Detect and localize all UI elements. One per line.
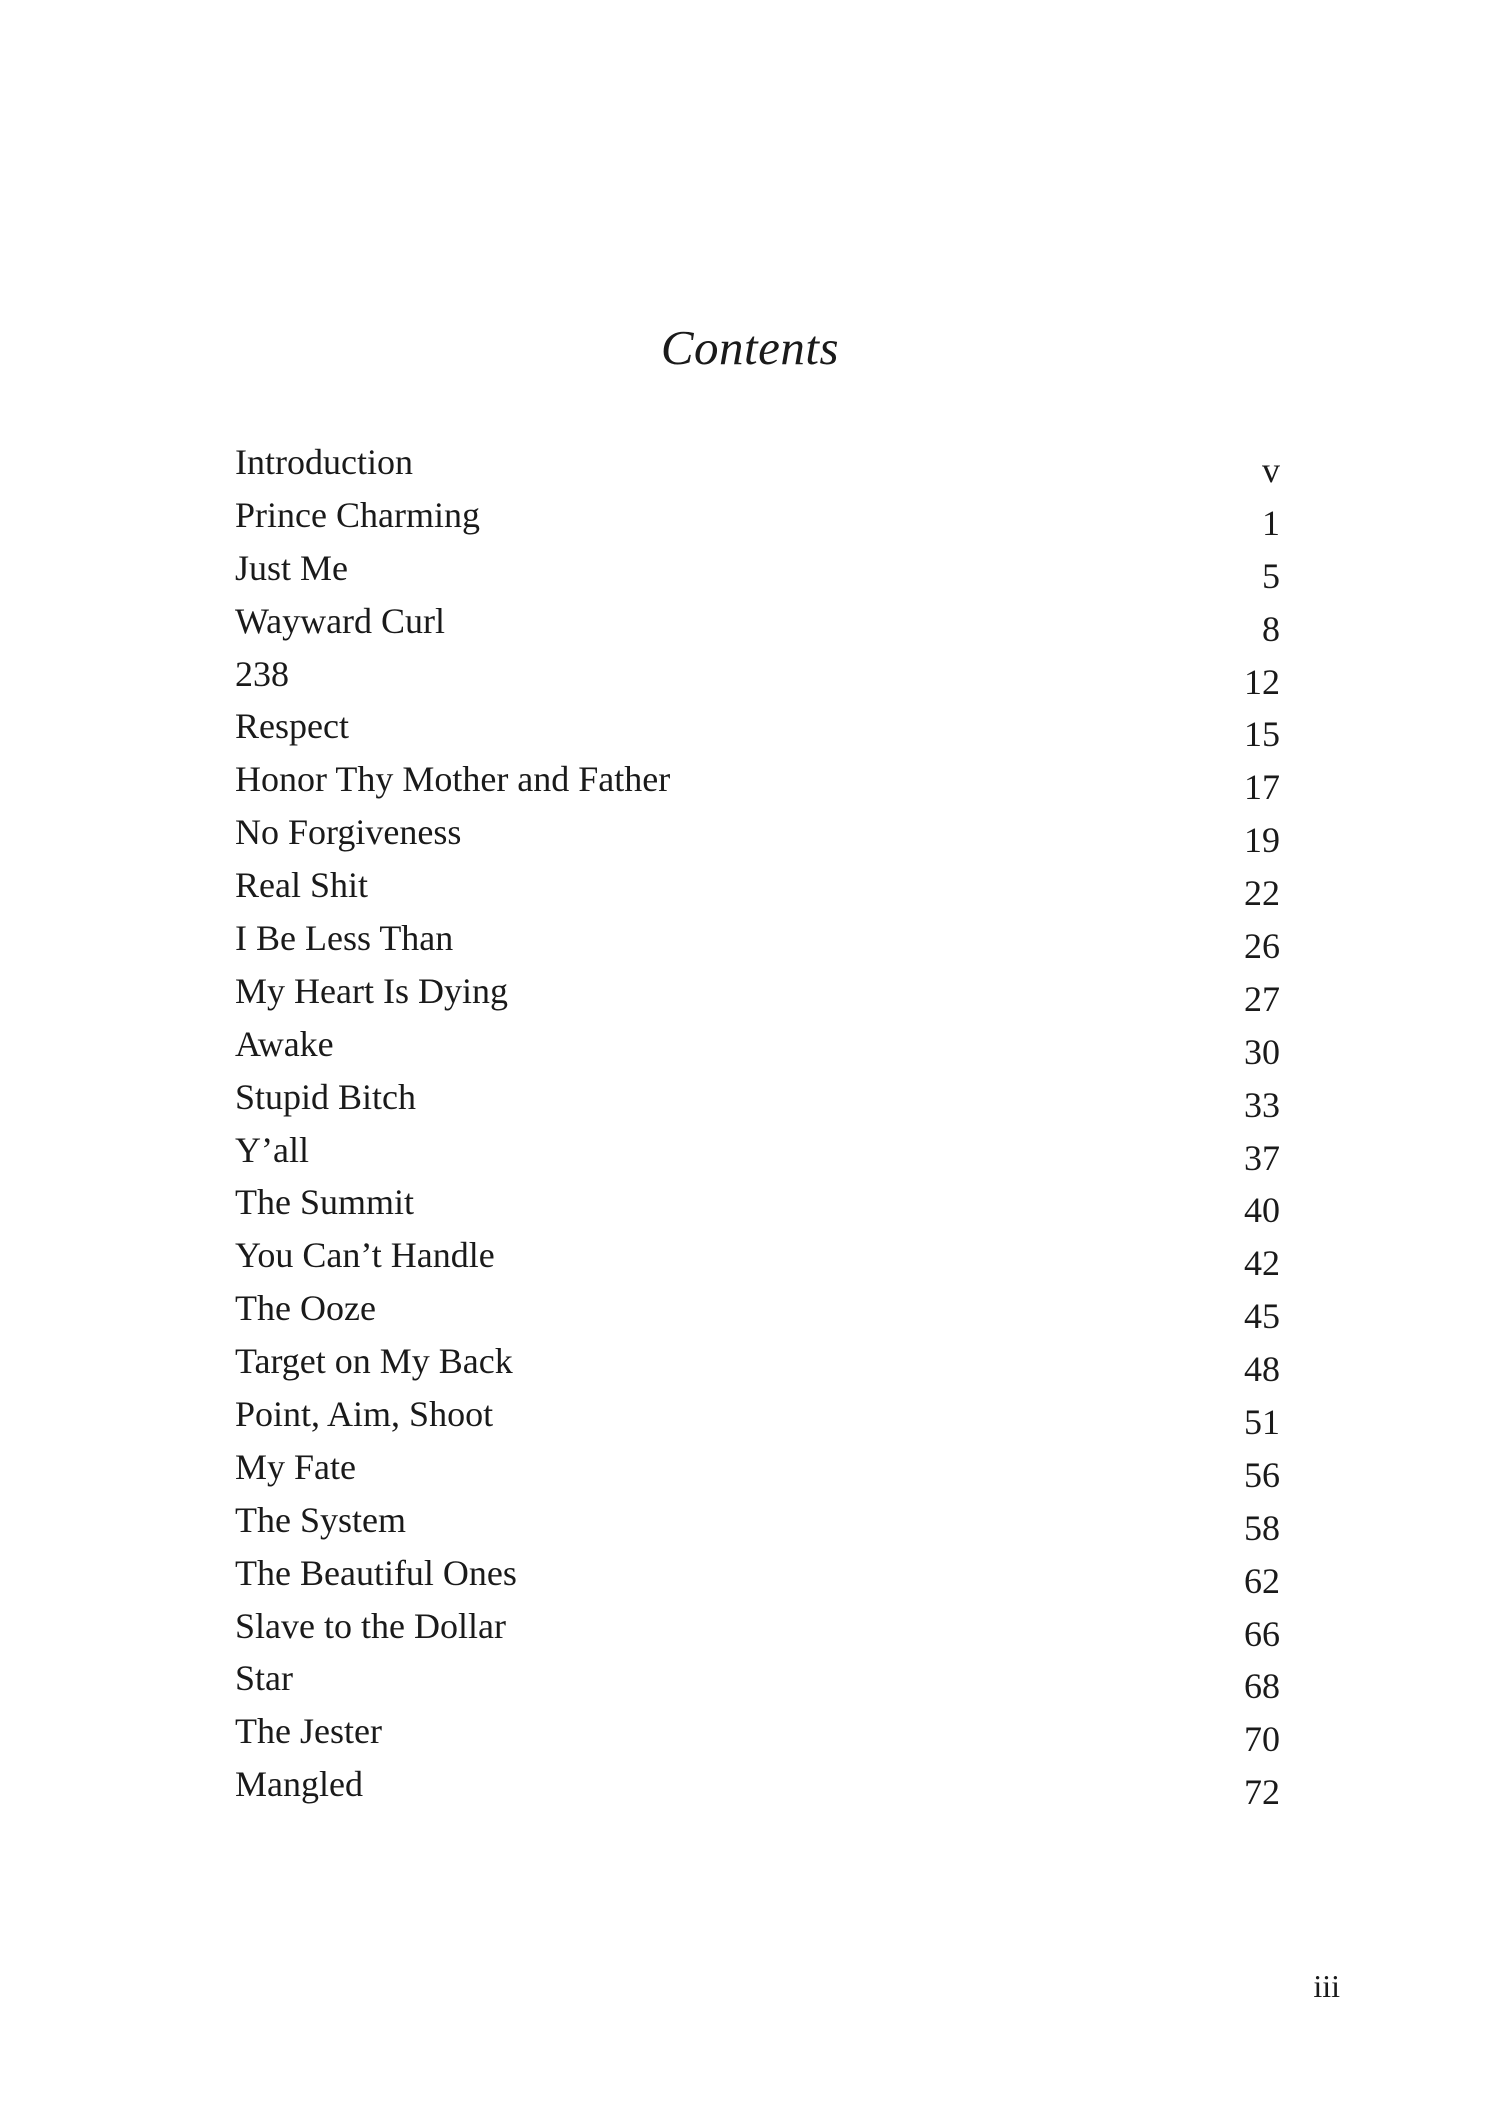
toc-entry-page: 68 bbox=[1244, 1666, 1280, 1707]
toc-entry bbox=[235, 965, 1280, 1018]
toc-entry bbox=[235, 648, 1280, 701]
toc-entry bbox=[235, 1282, 1280, 1335]
toc-entry-page: 58 bbox=[1244, 1507, 1280, 1548]
toc-entry bbox=[235, 1705, 1280, 1758]
toc-entry-page: 45 bbox=[1244, 1296, 1280, 1337]
toc-entry-page: 1 bbox=[1262, 502, 1280, 543]
toc-entry-page: 37 bbox=[1244, 1137, 1280, 1178]
toc-entry-title: The Jester bbox=[235, 1711, 382, 1752]
toc-entry-page: 19 bbox=[1244, 820, 1280, 861]
toc-entry-page: 30 bbox=[1244, 1031, 1280, 1072]
toc-entry-page: 27 bbox=[1244, 978, 1280, 1019]
contents-heading: Contents bbox=[660, 320, 840, 375]
toc-entry-page: 42 bbox=[1244, 1243, 1280, 1284]
toc-entry-page: 62 bbox=[1244, 1560, 1280, 1601]
toc-entry-title: I Be Less Than bbox=[235, 918, 454, 959]
toc-entry-title: Introduction bbox=[235, 442, 413, 482]
toc-entry-title: Just Me bbox=[235, 547, 349, 588]
toc-entry bbox=[235, 1229, 1280, 1282]
toc-entry-title: Stupid Bitch bbox=[235, 1076, 417, 1117]
toc-entry bbox=[235, 1547, 1280, 1600]
toc-entry bbox=[235, 700, 1280, 753]
toc-entry-title: Mangled bbox=[235, 1764, 363, 1805]
toc-entry-title: Respect bbox=[235, 706, 349, 747]
toc-entry bbox=[235, 806, 1280, 859]
toc-entry bbox=[235, 1652, 1280, 1705]
toc-entry-page: 48 bbox=[1244, 1349, 1280, 1390]
toc-entry-page: 17 bbox=[1244, 767, 1280, 808]
toc-entry-title: Star bbox=[235, 1658, 293, 1699]
toc-entry-page: 51 bbox=[1244, 1402, 1280, 1443]
toc-entry-title: Honor Thy Mother and Father bbox=[235, 759, 671, 800]
toc-entry-title: The Beautiful Ones bbox=[235, 1552, 517, 1593]
toc-entry bbox=[235, 1758, 1280, 1811]
toc-entry-page: 66 bbox=[1244, 1613, 1280, 1654]
toc-entry bbox=[235, 912, 1280, 965]
toc-entry bbox=[235, 1176, 1280, 1229]
toc-entry-title: Slave to the Dollar bbox=[235, 1605, 506, 1646]
toc-entry bbox=[235, 542, 1280, 595]
toc-entry bbox=[235, 1018, 1280, 1071]
toc-entry-title: Awake bbox=[235, 1023, 334, 1064]
page-number: iii bbox=[1313, 1968, 1340, 2004]
toc-entry-title: Real Shit bbox=[235, 865, 368, 906]
toc-entry-title: Y’all bbox=[235, 1129, 309, 1170]
toc-entry bbox=[235, 436, 1280, 489]
toc-entry-page: 12 bbox=[1244, 661, 1280, 702]
toc-entry-page: 8 bbox=[1262, 608, 1280, 649]
toc-entry-title: Wayward Curl bbox=[235, 600, 446, 641]
toc-entry bbox=[235, 595, 1280, 648]
toc-entry-page: 15 bbox=[1244, 714, 1280, 755]
toc-entry-page: 40 bbox=[1244, 1190, 1280, 1231]
toc-entry-title: No Forgiveness bbox=[235, 812, 462, 853]
toc-entry bbox=[235, 859, 1280, 912]
toc-entry-page: 72 bbox=[1244, 1772, 1280, 1813]
toc-entry-title: Target on My Back bbox=[235, 1341, 513, 1382]
toc-entry-title: The Summit bbox=[235, 1182, 414, 1223]
toc-entry-page: 33 bbox=[1244, 1084, 1280, 1125]
toc-entry bbox=[235, 1388, 1280, 1441]
toc-entry bbox=[235, 1441, 1280, 1494]
toc-entry-title: You Can’t Handle bbox=[235, 1235, 495, 1276]
toc-entry-page: 70 bbox=[1244, 1719, 1280, 1760]
toc-entry-title: My Heart Is Dying bbox=[235, 970, 508, 1011]
toc-entry bbox=[235, 1335, 1280, 1388]
toc-entry-page: 22 bbox=[1244, 873, 1280, 914]
toc-entry-title: Point, Aim, Shoot bbox=[235, 1394, 494, 1435]
toc-entry-title: The System bbox=[235, 1499, 406, 1540]
toc-entry-page: 5 bbox=[1262, 555, 1280, 596]
toc-entry-page: 26 bbox=[1244, 926, 1280, 967]
toc-entry bbox=[235, 1600, 1280, 1653]
toc-entry-title: The Ooze bbox=[235, 1288, 376, 1329]
toc-entry bbox=[235, 753, 1280, 806]
toc-entry-page: 56 bbox=[1244, 1454, 1280, 1495]
toc-entry-title: My Fate bbox=[235, 1446, 356, 1487]
toc-entry-title: 238 bbox=[235, 653, 289, 694]
toc-entry bbox=[235, 489, 1280, 542]
toc-entry-page: v bbox=[1262, 450, 1280, 490]
table-of-contents bbox=[235, 436, 1280, 1811]
toc-entry bbox=[235, 1124, 1280, 1177]
toc-entry bbox=[235, 1071, 1280, 1124]
toc-entry-title: Prince Charming bbox=[235, 494, 480, 535]
toc-entry bbox=[235, 1494, 1280, 1547]
